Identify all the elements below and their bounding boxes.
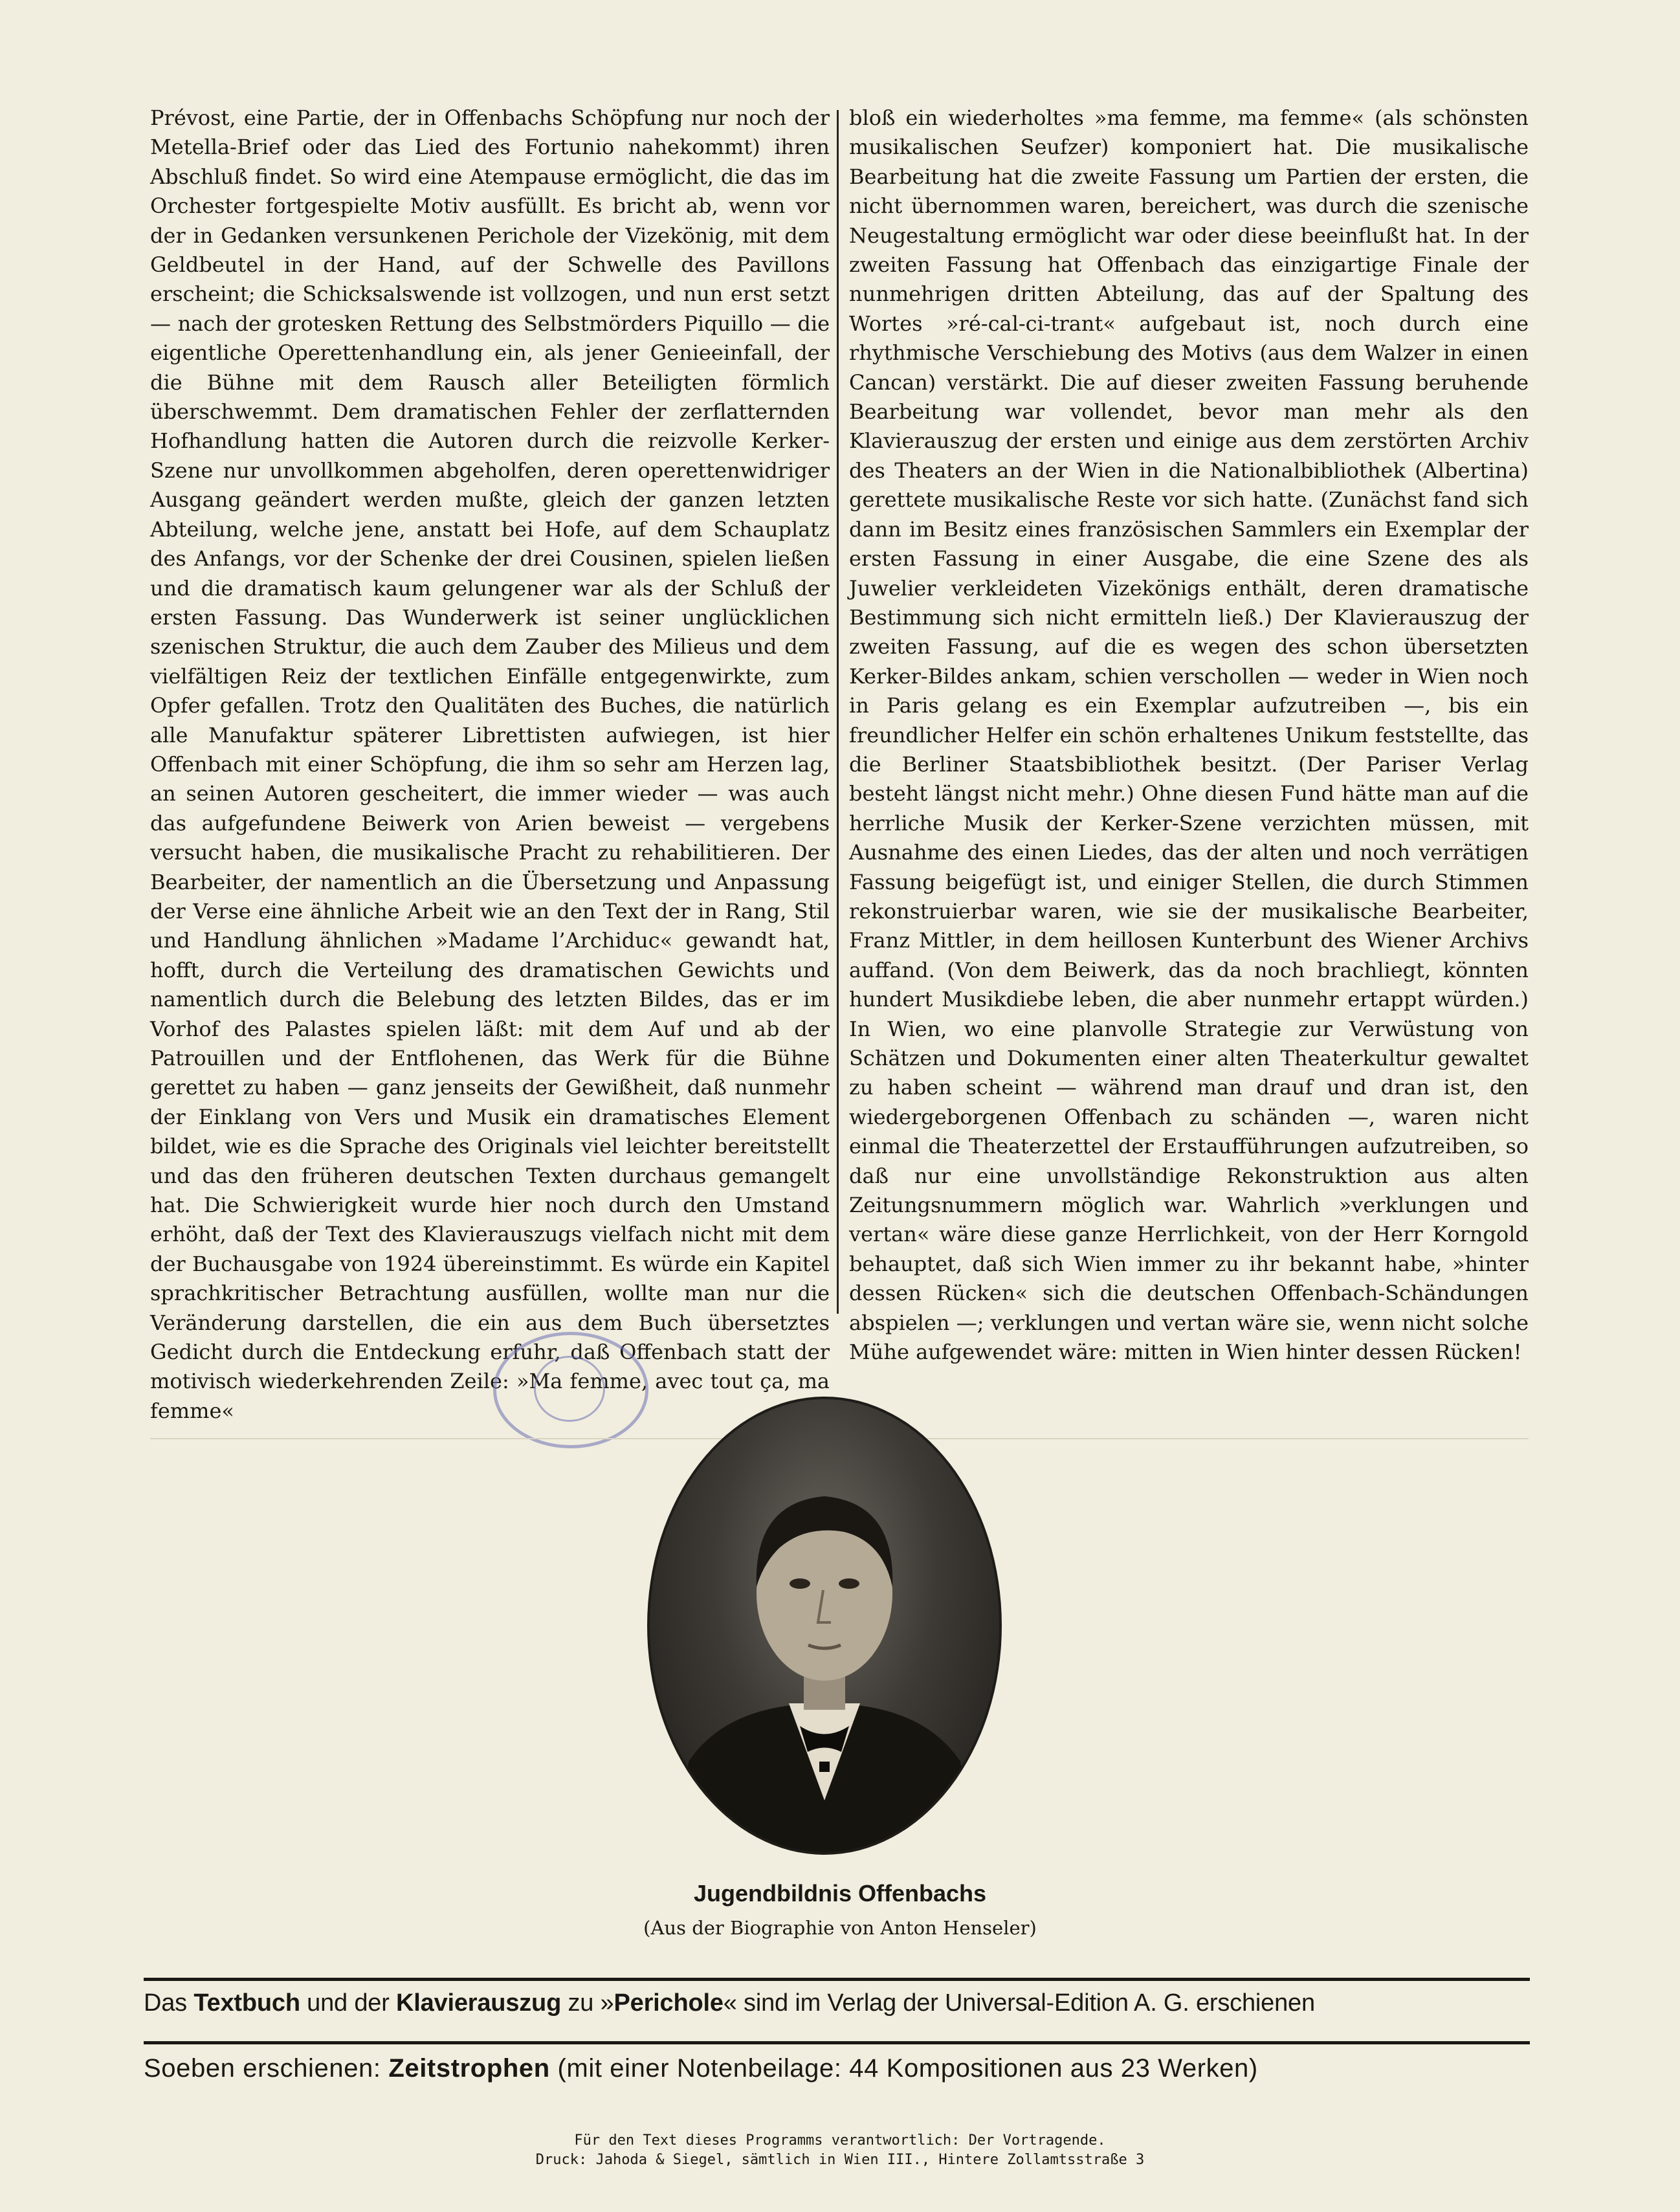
release-title: Zeitstrophen bbox=[388, 2054, 550, 2083]
portrait-caption-title: Jugendbildnis Offenbachs bbox=[693, 1880, 987, 1907]
right-column-text: bloß ein wiederholtes »ma femme, ma femme« (als schönsten musikalischen Seufzer) komponiert hat. Die musikalische Bearbeitung hat die zweite Fassung um Partien der ersten, die nicht übernommen waren, bereichert, was durch die szenische Neugestaltung ermöglicht war oder diese beeinflußt hat. In der zweiten Fassung hat Offenbach das einzigartige Finale der nunmehrigen dritten Abteilung, das auf der Spaltung des Wortes »ré-cal-ci-trant« aufgebaut ist, noch durch eine rhythmische Verschiebung des Motivs (aus dem Walzer in einen Cancan) verstärkt. Die auf dieser zweiten Fassung beruhende Bearbeitung war vollendet, bevor man mehr als den Klavierauszug der ersten und einige aus dem zerstörten Archiv des Theaters an der Wien in die Nationalbibliothek (Albertina) gerettete musikalische Reste vor sich hatte. (Zunächst fand sich dann im Besitz eines französischen Sammlers ein Exemplar der ersten Fassung in einer Ausgabe, die eine Szene des als Juwelier verkleideten Vizekönigs enthält, deren dramatische Bestimmung sich nicht ermitteln ließ.) Der Klavierauszug der zweiten Fassung, auf die es wegen des schon übersetzten Kerker-Bildes ankam, schien verschollen — weder in Wien noch in Paris gelang es ein Exemplar aufzutreiben —, bis ein freundlicher Helfer ein schön erhaltenes Unikum feststellte, das die Berliner Staatsbibliothek besitzt. (Der Pariser Verlag besteht längst nicht mehr.) Ohne diesen Fund hätte man auf die herrliche Musik der Kerker-Szene verzichten müssen, mit Ausnahme des einen Liedes, das der alten und noch verrätigen Fassung beigefügt ist, und einiger Stellen, die durch Stimmen rekonstruierbar waren, wie sie der musikalische Bearbeiter, Franz Mittler, in dem heillosen Kunterbunt des Wiener Archivs auffand. (Von dem Beiwerk, das da noch brachliegt, könnten hundert Musikdiebe leben, die aber nunmehr ertappt würden.) In Wien, wo eine planvolle Strategie zur Verwüstung von Schätzen und Dokumenten einer alten Theaterkultur gewaltet zu haben scheint — während man drauf und dran ist, den wiedergeborgenen Offenbach zu schänden —, waren nicht einmal die Theaterzettel der Erstaufführungen aufzutreiben, so daß nur eine unvollständige Rekonstruktion aus alten Zeitungsnummern möglich war. Wahrlich »verklungen und vertan« wäre diese ganze Herrlichkeit, von der Herr Korngold behauptet, daß sich Wien immer zu ihr bekannt habe, »hinter dessen Rücken« sich die deutschen Offenbach-Schändungen abspielen —; verklungen und vertan wäre sie, wenn nicht solche Mühe aufgewendet wäre: mitten in Wien hinter dessen Rücken! bbox=[849, 105, 1529, 1365]
notice-text: und der bbox=[300, 1989, 397, 2017]
divider-rule bbox=[144, 1978, 1530, 1981]
release-suffix: (mit einer Notenbeilage: 44 Kompositionen aus 23 Werken) bbox=[549, 2054, 1258, 2083]
right-column bbox=[849, 104, 1529, 1367]
article-columns bbox=[150, 104, 1529, 1423]
notice-perichole: Perichole bbox=[613, 1989, 724, 2017]
notice-klavierauszug: Klavierauszug bbox=[396, 1989, 562, 2017]
notice-text: « sind im Verlag der Universal-Edition A. G. erschienen bbox=[723, 1989, 1315, 2017]
publisher-notice bbox=[144, 1989, 1530, 2017]
portrait-caption-subtitle: (Aus der Biographie von Anton Henseler) bbox=[643, 1917, 1037, 1939]
left-column bbox=[150, 104, 830, 1426]
left-column-text: Prévost, eine Partie, der in Offenbachs Schöpfung nur noch der Metella-Brief oder das Lied des Fortunio nahekommt) ihren Abschluß findet. So wird eine Atempause ermöglicht, die das im Orchester fortgespielte Motiv ausfüllt. Es bricht ab, wenn vor der in Gedanken versunkenen Perichole der Vizekönig, mit dem Geldbeutel in der Hand, auf der Schwelle des Pavillons erscheint; die Schicksalswende ist vollzogen, und nun erst setzt — nach der grotesken Rettung des Selbstmörders Piquillo — die eigentliche Operettenhandlung ein, als jener Genieeinfall, der die Bühne mit dem Rausch aller Beteiligten förmlich überschwemmt. Dem dramatischen Fehler der zerflatternden Hofhandlung hatten die Autoren durch die reizvolle Kerker-Szene nur unvollkommen abgeholfen, deren operettenwidriger Ausgang geändert werden mußte, gleich der ganzen letzten Abteilung, welche jene, anstatt bei Hofe, auf dem Schauplatz des Anfangs, vor der Schenke der drei Cousinen, spielen ließen und die dramatisch kaum gelungener war als der Schluß der ersten Fassung. Das Wunderwerk ist seiner unglücklichen szenischen Struktur, die auch dem Zauber des Milieus und dem vielfältigen Reiz der textlichen Einfälle entgegenwirkte, zum Opfer gefallen. Trotz den Qualitäten des Buches, die natürlich alle Manufaktur späterer Librettisten aufwiegen, ist hier Offenbach mit einer Schöpfung, die ihm so sehr am Herzen lag, an seinen Autoren gescheitert, die immer wieder — was auch das aufgefundene Beiwerk von Arien beweist — vergebens versucht haben, die musikalische Pracht zu rehabilitieren. Der Bearbeiter, der namentlich an die Übersetzung und Anpassung der Verse eine ähnliche Arbeit wie an den Text der in Rang, Stil und Handlung ähnlichen »Madame l’Archiduc« gewandt hat, hofft, durch die Verteilung des dramatischen Gewichts und namentlich durch die Belebung des letzten Bildes, das er im Vorhof des Palastes spielen läßt: mit dem Auf und ab der Patrouillen und der Entflohenen, das Werk für die Bühne gerettet zu haben — ganz jenseits der Gewißheit, daß nunmehr der Einklang von Vers und Musik ein dramatisches Element bildet, wie es die Sprache des Originals viel leichter bereitstellt und das den früheren deutschen Texten durchaus gemangelt hat. Die Schwierigkeit wurde hier noch durch den Umstand erhöht, daß der Text des Klavierauszugs vielfach nicht mit dem der Buchausgabe von 1924 übereinstimmt. Es würde ein Kapitel sprachkritischer Betrachtung ausfüllen, wollte man nur die Veränderung darstellen, die ein aus dem Buch übersetztes Gedicht durch die Entdeckung erfuhr, daß Offenbach statt der motivisch wiederkehrenden Zeile: »Ma femme, avec tout ça, ma femme« bbox=[150, 105, 830, 1423]
divider-rule bbox=[144, 2041, 1530, 2044]
notice-textbuch: Textbuch bbox=[193, 1989, 300, 2017]
footer-responsibility: Für den Text dieses Programms verantwortlich: Der Vortragende. bbox=[574, 2132, 1106, 2149]
release-prefix: Soeben erschienen: bbox=[144, 2054, 389, 2083]
footer-printer: Druck: Jahoda & Siegel, sämtlich in Wien III., Hintere Zollamtsstraße 3 bbox=[535, 2152, 1145, 2168]
notice-text: zu » bbox=[561, 1989, 614, 2017]
new-release-notice bbox=[144, 2054, 1530, 2083]
notice-text: Das bbox=[144, 1989, 194, 2017]
portrait-drawing bbox=[650, 1399, 999, 1852]
column-divider bbox=[837, 110, 839, 1314]
offenbach-portrait bbox=[647, 1397, 1002, 1855]
library-stamp bbox=[493, 1332, 648, 1448]
